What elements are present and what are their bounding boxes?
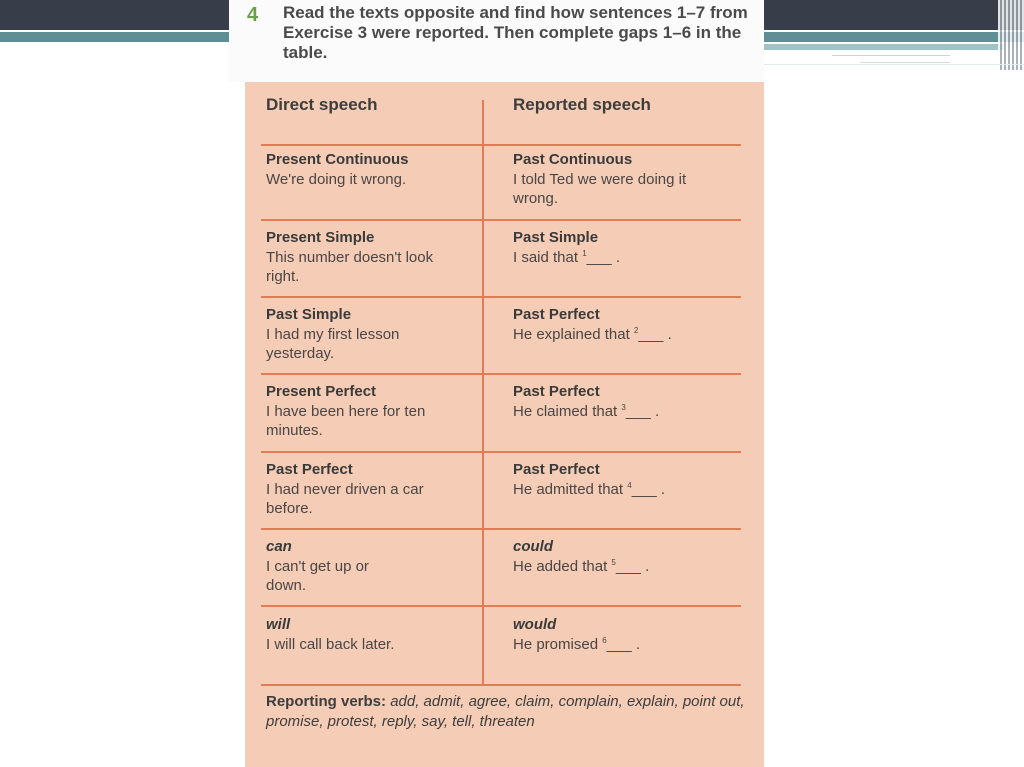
row-divider bbox=[261, 373, 741, 375]
gap-blank: ___ . bbox=[638, 325, 672, 343]
gap-blank: ___ . bbox=[586, 248, 621, 266]
direct-example: I have been here for ten minutes. bbox=[266, 402, 426, 439]
direct-example: I can't get up or down. bbox=[266, 557, 369, 594]
reported-example bbox=[513, 635, 743, 655]
table-row-reported bbox=[513, 382, 743, 421]
reported-tense: Past Perfect bbox=[513, 461, 600, 478]
row-divider bbox=[261, 451, 741, 453]
direct-tense: Past Simple bbox=[266, 306, 352, 323]
table-row-reported bbox=[513, 615, 743, 654]
reported-example bbox=[513, 248, 743, 268]
direct-tense: Past Perfect bbox=[266, 461, 353, 478]
direct-example: This number doesn't look right. bbox=[266, 248, 434, 285]
reported-tense: Past Continuous bbox=[513, 151, 633, 168]
direct-example: I had never driven a car before. bbox=[266, 480, 424, 517]
reported-example bbox=[513, 325, 743, 345]
header-direct-speech: Direct speech bbox=[266, 95, 378, 114]
table-row-direct bbox=[266, 382, 436, 441]
gap-blank: ___ . bbox=[625, 402, 660, 420]
table-row-reported bbox=[513, 150, 688, 209]
table-row-direct bbox=[266, 150, 471, 189]
exercise-number: 4 bbox=[247, 4, 259, 26]
direct-tense: can bbox=[266, 538, 292, 555]
slide-divider-line bbox=[764, 64, 1024, 65]
reported-tense: Past Perfect bbox=[513, 306, 600, 323]
direct-tense: Present Simple bbox=[266, 229, 375, 246]
exercise-instruction bbox=[229, 0, 764, 82]
speech-table bbox=[245, 82, 764, 767]
reported-example bbox=[513, 557, 743, 577]
slide-divider-line bbox=[860, 62, 950, 63]
reported-example bbox=[513, 480, 743, 500]
reported-tense: could bbox=[513, 538, 553, 555]
gap-number: 1 bbox=[582, 248, 587, 258]
reported-tense: Past Perfect bbox=[513, 383, 600, 400]
row-divider bbox=[261, 296, 741, 298]
slide-corner-stripes bbox=[998, 0, 1024, 70]
row-divider bbox=[261, 684, 741, 686]
reported-prefix: He promised bbox=[513, 635, 599, 653]
direct-tense: Present Perfect bbox=[266, 383, 377, 400]
direct-tense: Present Continuous bbox=[266, 151, 409, 168]
slide-divider-line bbox=[832, 55, 950, 56]
row-divider bbox=[261, 605, 741, 607]
reported-tense: Past Simple bbox=[513, 229, 599, 246]
slide-accent-bar-light bbox=[764, 44, 1004, 50]
gap-blank: ___ . bbox=[615, 557, 650, 575]
table-row-direct bbox=[266, 537, 406, 596]
reported-prefix: He explained that bbox=[513, 325, 630, 343]
table-row-reported bbox=[513, 537, 743, 576]
table-row-direct bbox=[266, 305, 466, 364]
reporting-verbs-note bbox=[266, 692, 746, 732]
reporting-verbs-label: Reporting verbs: bbox=[266, 693, 387, 710]
header-reported-speech: Reported speech bbox=[513, 95, 651, 114]
gap-blank: ___ . bbox=[631, 480, 666, 498]
instruction-text: Read the texts opposite and find how sentences 1–7 from Exercise 3 were reported. Then complete gaps 1–6 in the table. bbox=[283, 3, 748, 62]
reported-example: I told Ted we were doing it wrong. bbox=[513, 170, 687, 207]
direct-tense: will bbox=[266, 616, 291, 633]
gap-number: 5 bbox=[611, 557, 616, 567]
table-row-reported bbox=[513, 228, 743, 267]
gap-blank: ___ . bbox=[606, 635, 641, 653]
direct-example: I had my first lesson yesterday. bbox=[266, 325, 400, 362]
row-divider bbox=[261, 219, 741, 221]
gap-number: 3 bbox=[621, 402, 626, 412]
row-divider bbox=[261, 528, 741, 530]
gap-number: 4 bbox=[627, 480, 632, 490]
reporting-verbs-list: add, admit, agree, claim, complain, explain, point out, promise, protest, reply, say, tell, threaten bbox=[266, 693, 745, 730]
reported-prefix: He claimed that bbox=[513, 402, 618, 420]
gap-number: 6 bbox=[602, 635, 607, 645]
reported-example bbox=[513, 402, 743, 422]
reported-prefix: He admitted that bbox=[513, 480, 624, 498]
reported-tense: would bbox=[513, 616, 557, 633]
reported-prefix: I said that bbox=[513, 248, 579, 266]
table-row-direct bbox=[266, 228, 466, 287]
table-row-reported bbox=[513, 460, 743, 499]
column-divider bbox=[482, 100, 484, 685]
table-row-direct bbox=[266, 615, 476, 654]
reported-prefix: He added that bbox=[513, 557, 608, 575]
textbook-scan bbox=[229, 0, 764, 767]
row-divider bbox=[261, 144, 741, 146]
direct-example: We're doing it wrong. bbox=[266, 170, 407, 188]
gap-number: 2 bbox=[633, 325, 639, 335]
table-row-reported bbox=[513, 305, 743, 344]
direct-example: I will call back later. bbox=[266, 635, 395, 653]
table-row-direct bbox=[266, 460, 446, 519]
